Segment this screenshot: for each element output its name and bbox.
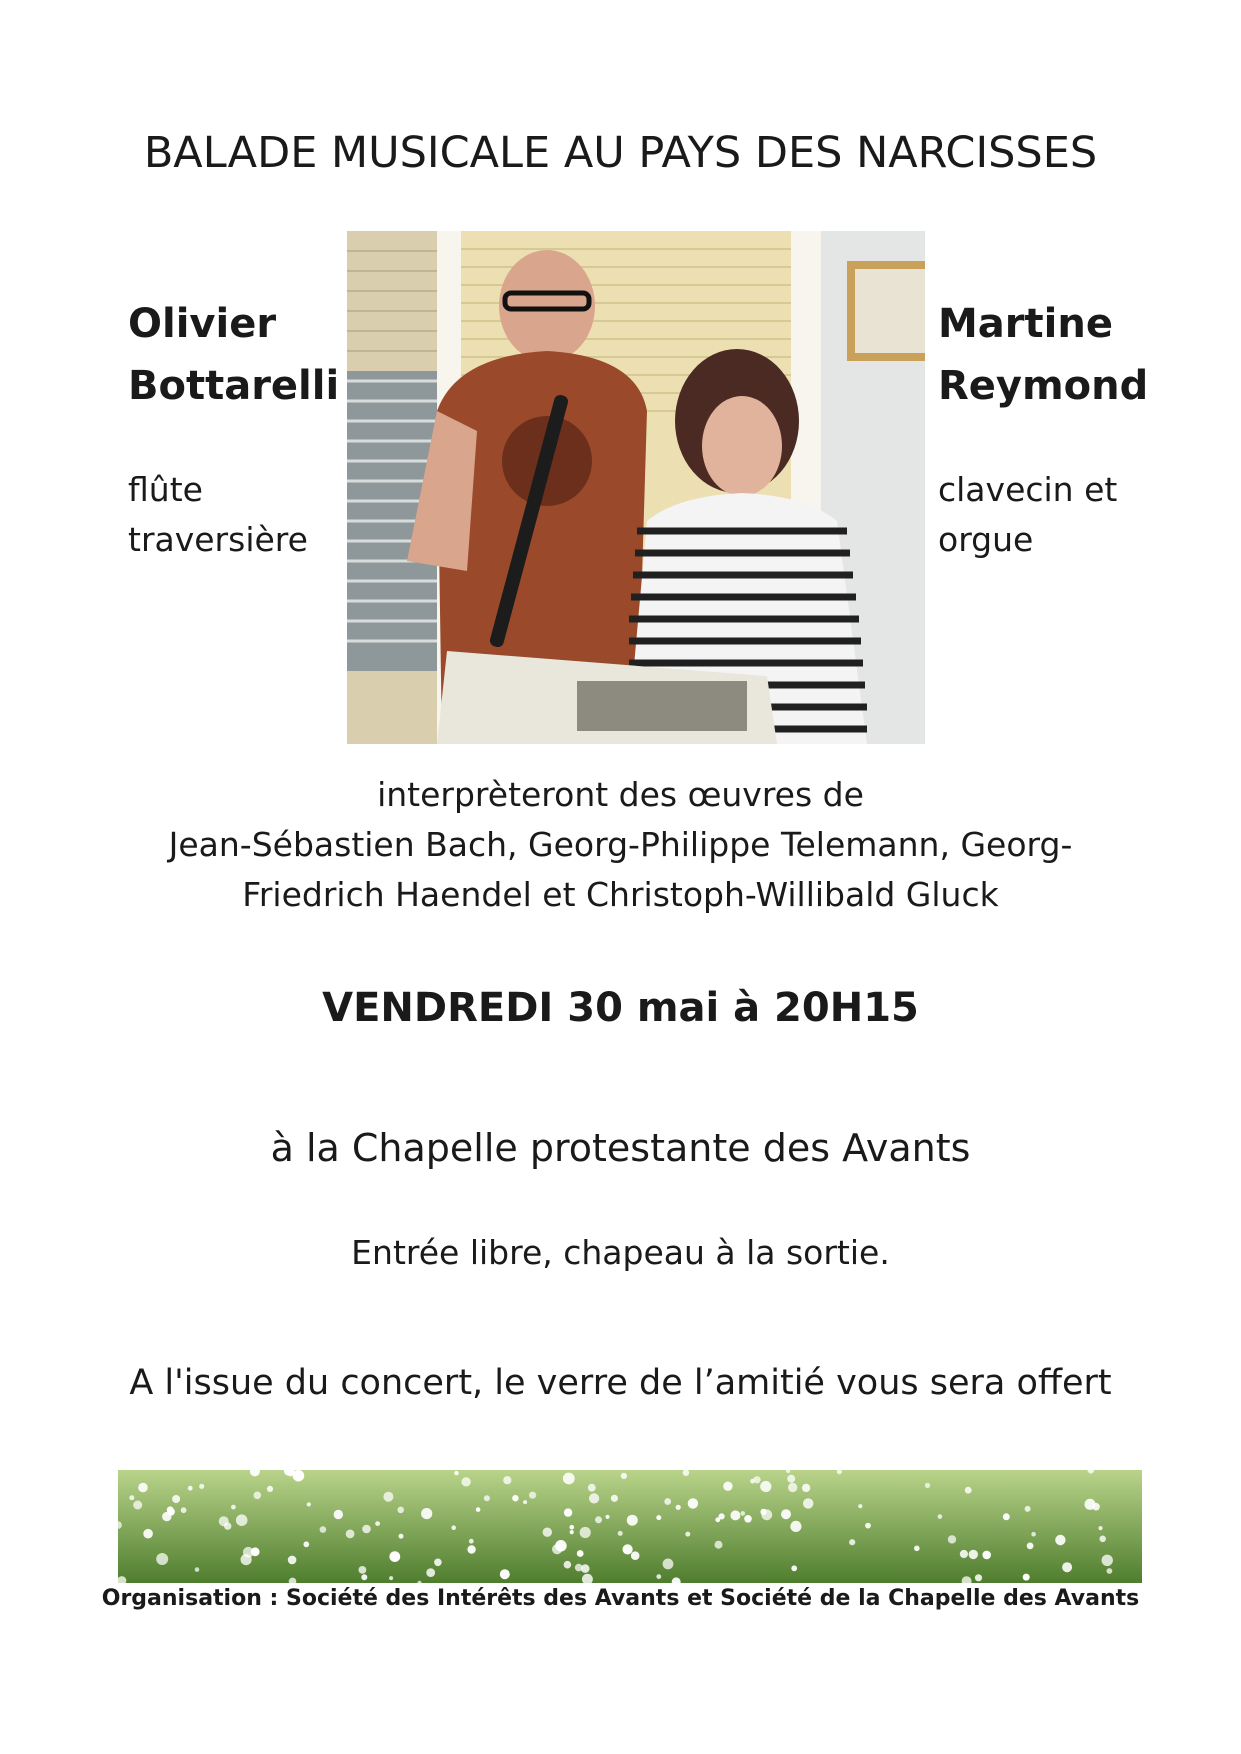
left-artist-last-name: Bottarelli — [128, 363, 340, 409]
narcissus-meadow-photo — [118, 1470, 1142, 1583]
left-artist-first-name: Olivier — [128, 301, 277, 347]
right-artist-last-name: Reymond — [938, 363, 1149, 409]
left-artist — [128, 293, 338, 417]
left-artist-instrument — [128, 465, 338, 565]
entry-info: Entrée libre, chapeau à la sortie. — [351, 1233, 890, 1272]
poster-title: BALADE MUSICALE AU PAYS DES NARCISSES — [143, 128, 1098, 178]
works-line-1: interprèteront des œuvres de — [377, 775, 864, 814]
works-line-2: Jean-Sébastien Bach, Georg-Philippe Telemann, Georg- — [168, 825, 1073, 864]
right-artist-instrument — [938, 465, 1218, 565]
right-instrument-line2: orgue — [938, 520, 1034, 559]
left-instrument-line2: traversière — [128, 520, 308, 559]
offer-info: A l'issue du concert, le verre de l’amitié vous sera offert — [129, 1363, 1112, 1403]
right-artist — [938, 293, 1218, 417]
concert-place: à la Chapelle protestante des Avants — [270, 1126, 971, 1170]
organisation-footer: Organisation : Société des Intérêts des Avants et Société de la Chapelle des Avants — [101, 1586, 1140, 1611]
right-instrument-line1: clavecin et — [938, 470, 1118, 509]
musicians-photo — [347, 231, 925, 744]
works-line-3: Friedrich Haendel et Christoph-Willibald Gluck — [242, 875, 999, 914]
concert-date: VENDREDI 30 mai à 20H15 — [322, 985, 919, 1031]
works-paragraph — [0, 770, 1241, 920]
left-instrument-line1: flûte — [128, 470, 203, 509]
right-artist-first-name: Martine — [938, 301, 1113, 347]
